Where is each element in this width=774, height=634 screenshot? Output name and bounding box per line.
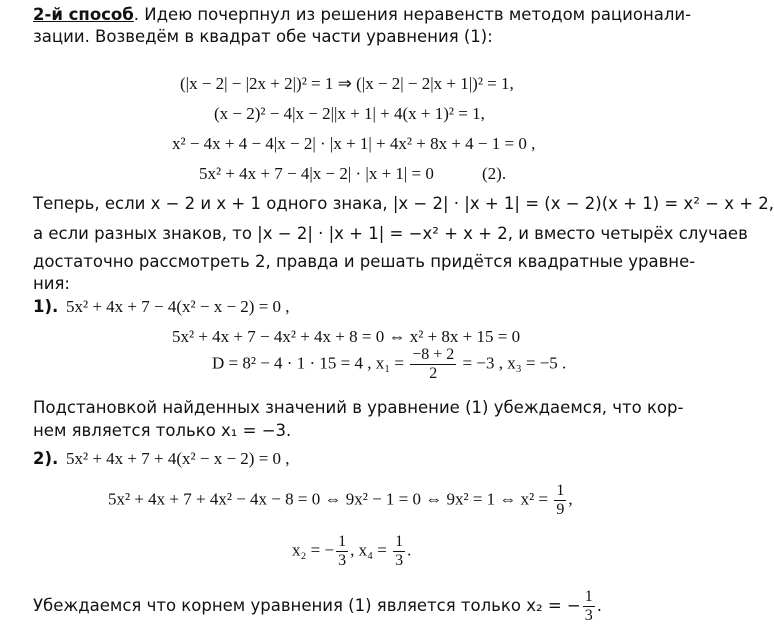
- equation-3: x² − 4x + 4 − 4|x − 2| · |x + 1| + 4x² + 8x + 4 − 1 = 0 ,: [172, 134, 536, 153]
- text-line-1: Теперь, если x − 2 и x + 1 одного знака, |x − 2| · |x + 1| = (x − 2)(x + 1) = x² − x + 2,: [33, 194, 774, 213]
- case2-eq3-fraction1: [336, 533, 348, 570]
- intro-text-1: . Идею почерпнул из решения неравенств методом рационали-: [133, 5, 692, 24]
- case2-eq2-fraction-den: 9: [556, 501, 565, 518]
- case2-conclusion-end: .: [596, 596, 602, 615]
- case1-eq2: 5x² + 4x + 7 − 4x² + 4x + 8 = 0 ⇔ x² + 8x + 15 = 0: [172, 327, 521, 346]
- text-line-2: а если разных знаков, то |x − 2| · |x + 1| = −x² + x + 2, и вместо четырёх случаев: [33, 224, 748, 243]
- equation-4-label: (2).: [482, 164, 507, 183]
- intro-paragraph-line1: [33, 4, 691, 26]
- case2-eq3-fraction2-den: 3: [395, 552, 404, 569]
- case2-eq3-fraction1-den: 3: [338, 552, 347, 569]
- case1-check-line2: нем является только x₁ = −3.: [33, 421, 292, 440]
- case2-conclusion-text: Убеждаемся что корнем уравнения (1) является только x₂ = −: [33, 596, 581, 615]
- case2-conclusion: [33, 588, 602, 625]
- case2-eq3-a: x₂ = −: [292, 540, 335, 560]
- case2-eq3-b: , x₄ =: [350, 540, 387, 560]
- equation-2: (x − 2)² − 4|x − 2||x + 1| + 4(x + 1)² = 1,: [214, 104, 485, 123]
- case1-fraction-den: 2: [429, 365, 438, 382]
- case2-eq3-fraction1-num: 1: [338, 533, 347, 550]
- case2-eq2-fraction-num: 1: [556, 482, 565, 499]
- case2-eq2-fraction: [554, 482, 566, 519]
- case2-eq3-c: .: [407, 540, 412, 560]
- case2-eq3-fraction2: [393, 533, 405, 570]
- case2-label: 2).: [33, 449, 59, 468]
- equation-1: (|x − 2| − |2x + 2|)² = 1 ⇒ (|x − 2| − 2|x + 1|)² = 1,: [180, 74, 514, 93]
- case2-eq3-fraction2-num: 1: [395, 533, 404, 550]
- case1-fraction: [410, 346, 456, 383]
- equation-4: 5x² + 4x + 7 − 4|x − 2| · |x + 1| = 0: [199, 164, 434, 183]
- case1-eq3: [212, 346, 566, 383]
- case2-conclusion-fraction-den: 3: [584, 607, 593, 624]
- case2-eq2: [108, 482, 573, 519]
- case1-eq3-right: = −3 , x₃ = −5 .: [462, 353, 567, 373]
- intro-paragraph-line2: зации. Возведём в квадрат обе части уравнения (1):: [33, 27, 493, 46]
- case2-conclusion-fraction-num: 1: [584, 588, 593, 605]
- case2-conclusion-fraction: [583, 588, 595, 625]
- text-line-4: ния:: [33, 274, 70, 293]
- case1-eq3-left: D = 8² − 4 · 1 · 15 = 4 , x₁ =: [212, 353, 404, 373]
- case1-check-line1: Подстановкой найденных значений в уравнение (1) убеждаемся, что кор-: [33, 398, 684, 417]
- text-line-3: достаточно рассмотреть 2, правда и решать придётся квадратные уравне-: [33, 252, 696, 271]
- case2-eq1: 5x² + 4x + 7 + 4(x² − x − 2) = 0 ,: [66, 449, 290, 468]
- case2-eq2-left: 5x² + 4x + 7 + 4x² − 4x − 8 = 0 ⇔ 9x² − 1 = 0 ⇔ 9x² = 1 ⇔ x² =: [108, 489, 549, 509]
- method-title: 2-й способ: [33, 5, 134, 24]
- case2-eq3: [292, 533, 411, 570]
- case2-eq2-right: ,: [568, 489, 573, 509]
- case1-eq1: 5x² + 4x + 7 − 4(x² − x − 2) = 0 ,: [66, 297, 290, 316]
- case1-fraction-num: −8 + 2: [412, 346, 455, 363]
- case1-label: 1).: [33, 297, 59, 316]
